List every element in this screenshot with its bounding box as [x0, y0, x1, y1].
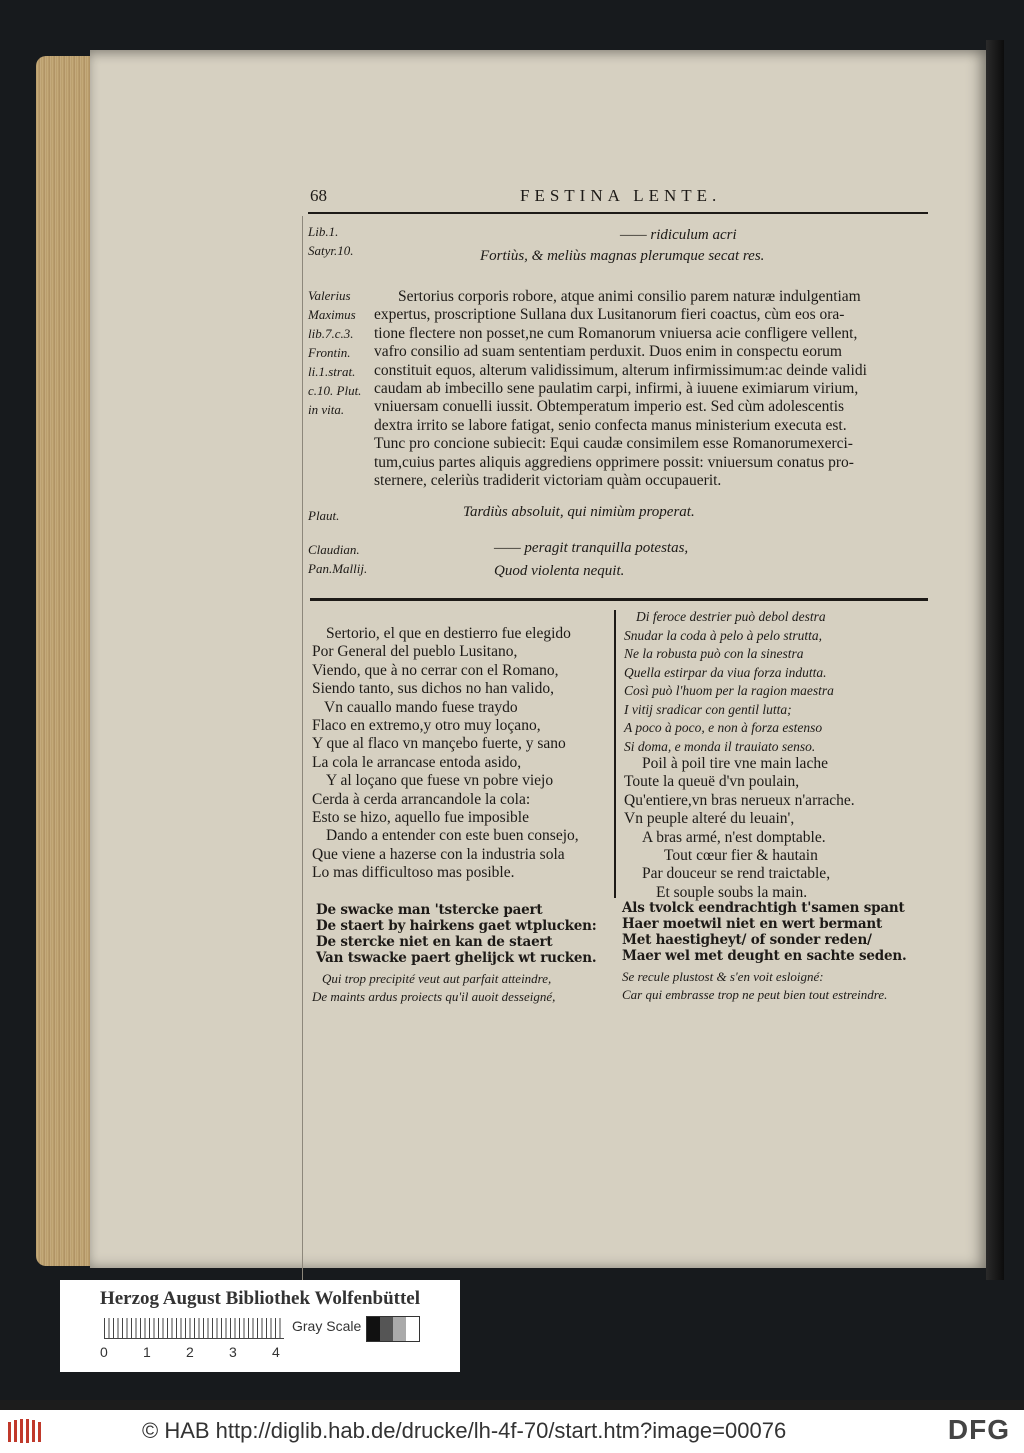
- french-couplet-right: Se recule plustost & s'en voit esloigné: Car qui embrasse trop ne peut bien tout estreindre.: [622, 969, 888, 1002]
- gray-swatch: [380, 1317, 393, 1341]
- margin-line: [302, 216, 303, 1286]
- header-rule: [308, 212, 928, 214]
- gray-swatch: [367, 1317, 380, 1341]
- dutch-verse-right: Als tvolck eendrachtigh t'samen spant Haer moetwil niet en wert bermant Met haestigheyt/ of sonder reden/ Maer wel met deught en sachte seden.: [622, 900, 907, 964]
- latin-paragraph: Sertorius corporis robore, atque animi consilio parem naturæ indulgentiam expertus, proscriptione Sullana dux Lusitanorum fieri coactus, cùm eos ora- tione flectere non posset,ne cum Romanorum vniuersa acie confligere vellent, vafro consilio ad suam sententiam perduxit. Duos enim in conspectu eorum constituit equos, alterum validissimum, alterum infirmissimum:ac deinde validi caudam ab imbecillo sene paulatim carpi, infirmi, à iuuene eximiarum virium, vniuersam conuelli iussit. Obtemperatum imperio est. Sed cùm adolescentis dextra irrito se labore fatigat, senio confecta manus ministerium executa est. Tunc pro concione subiecit: Equi caudæ consimilem esse Romanorumexerci- tum,cuius partes aliquis aggrediens opprimere possit: vniuersum conatus pro- sternere, celeriùs tradiderit victoriam quàm occupauerit.: [374, 288, 867, 490]
- gray-scale-swatches: [366, 1316, 420, 1342]
- copyright-url[interactable]: © HAB http://diglib.hab.de/drucke/lh-4f-70/start.htm?image=00076: [142, 1418, 787, 1443]
- dfg-logo: DFG: [947, 1414, 1010, 1445]
- french-poem: Poil à poil tire vne main lache Toute la queuë d'vn poulain, Qu'entiere,vn bras nerueux n'arrache. Vn peuple alteré du leuain', A bras armé, n'est domptable. Tout cœur fier & hautain Par douceur se rend traictable, Et souple soubs la main.: [624, 755, 855, 901]
- book-page: [90, 50, 986, 1268]
- running-title: FESTINA LENTE.: [520, 186, 722, 205]
- verse-line: —— ridiculum acri: [620, 227, 737, 243]
- column-divider: [614, 610, 616, 898]
- gray-scale-label: Gray Scale: [292, 1318, 362, 1334]
- margin-note-1: Lib.1. Satyr.10.: [308, 224, 354, 258]
- hab-logo-icon: [6, 1416, 46, 1446]
- verse-line: Fortiùs, & meliùs magnas plerumque secat res.: [480, 248, 765, 264]
- verse-line: —— peragit tranquilla potestas,: [494, 540, 689, 556]
- spanish-poem: Sertorio, el que en destierro fue elegido Por General del pueblo Lusitano, Viendo, que à no cerrar con el Romano, Siendo tanto, sus dichos no han valido, Vn cauallo mando fuese traydo Flaco en extremo,y otro muy loçano, Y que al flaco vn mançebo fuerte, y sano La cola le arrancase entoda asido, Y al loçano que fuese vn pobre viejo Cerda à cerda arrancandole la cola: Esto se hizo, aquello fue imposible Dando a entender con este buen consejo, Que viene a hazerse con la industria sola Lo mas difficultoso mas posible.: [312, 625, 579, 882]
- margin-note-3: Plaut.: [308, 508, 340, 523]
- ruler-numbers: 0 1 2 3 4: [100, 1344, 280, 1360]
- margin-note-4: Claudian. Pan.Mallij.: [308, 542, 368, 576]
- dutch-verse-left: De swacke man 'tstercke paert De staert by hairkens gaet wtplucken: De stercke niet en kan de staert Van tswacke paert ghelijck wt rucken.: [316, 902, 597, 966]
- section-divider: [310, 598, 928, 601]
- page-number: 68: [310, 186, 327, 205]
- margin-note-2: Valerius Maximus lib.7.c.3. Frontin. li.1.strat. c.10. Plut. in vita.: [308, 288, 362, 417]
- french-couplet-left: Qui trop precipité veut aut parfait atteindre, De maints ardus proiects qu'il auoit desseigné,: [312, 971, 556, 1004]
- verse-line: Tardiùs absoluit, qui nimiùm properat.: [463, 504, 695, 520]
- calibration-card: [60, 1280, 460, 1372]
- gray-swatch: [393, 1317, 406, 1341]
- ruler-scale: [104, 1318, 284, 1339]
- gray-swatch: [406, 1317, 419, 1341]
- footer-bar: [0, 1410, 1024, 1453]
- page-curl: [986, 40, 1004, 1280]
- library-name: Herzog August Bibliothek Wolfenbüttel: [99, 1288, 421, 1309]
- verse-line: Quod violenta nequit.: [494, 563, 625, 579]
- italian-poem: Di feroce destrier può debol destra Snudar la coda à pelo à pelo strutta, Ne la robusta può con la sinestra Quella estirpar da viua forza indutta. Così può l'huom per la ragion maestra I vitij sradicar con gentil lutta; A poco à poco, e non à forza estenso Si doma, e monda il trauiato senso.: [624, 609, 834, 754]
